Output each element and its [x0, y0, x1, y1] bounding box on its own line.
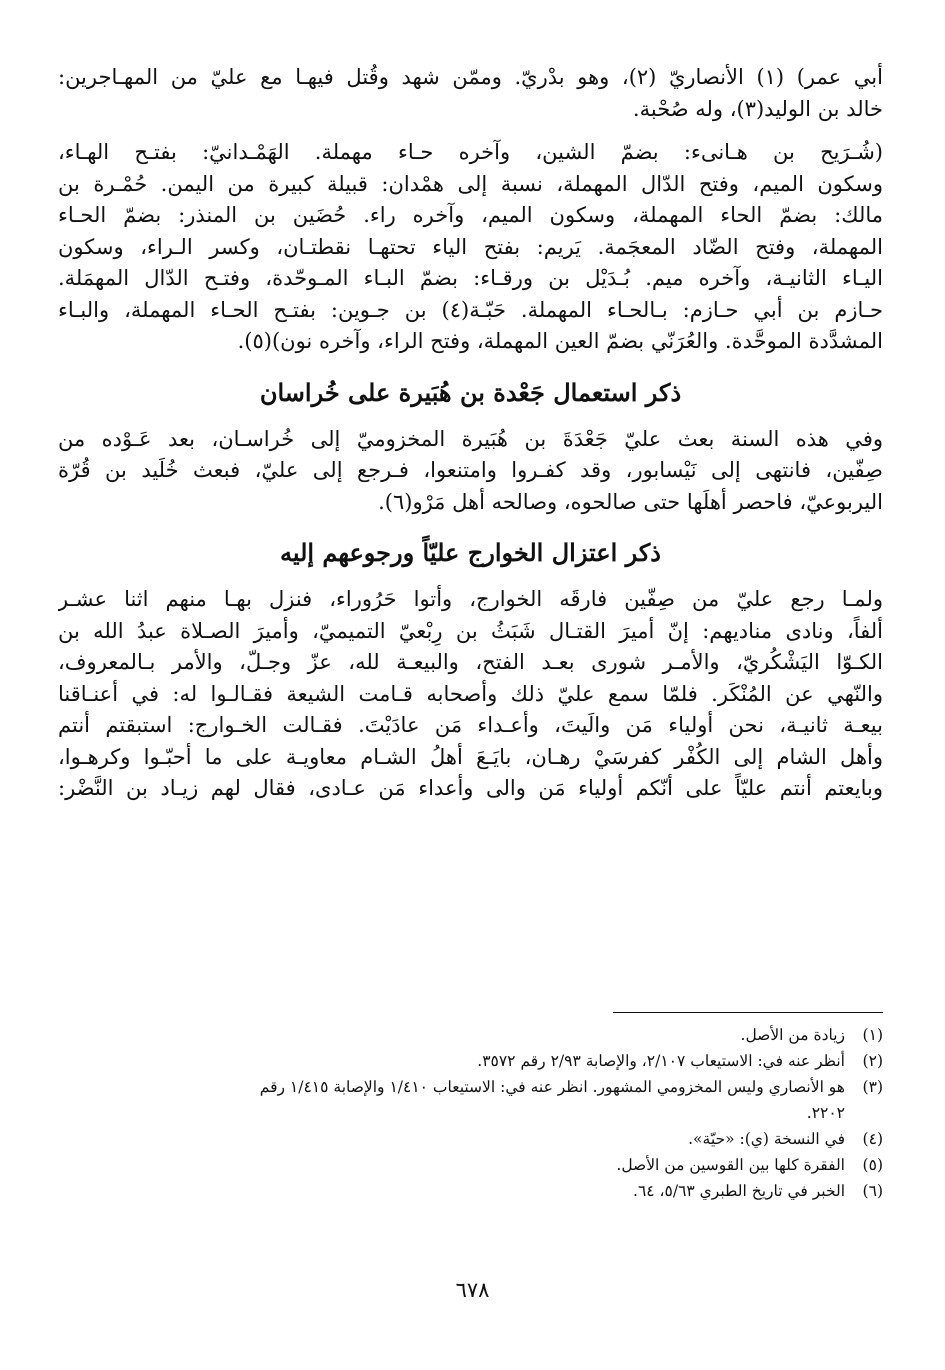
- footnote-text: الفقرة كلها بين القوسين من الأصل.: [616, 1156, 845, 1174]
- text-line: اليربوعيّ، فاحصر أهلَها حتى صالحوه، وصالحه أهل مَرْو(٦).: [378, 489, 883, 514]
- footnote: [58, 1074, 883, 1126]
- text-line: ولمـا رجع عليّ من صِفّين فارقَه الخوارج، وأتوا حَرُوراء، فنزل بهـا منهم اثنا عشـر: [58, 587, 883, 611]
- text-line: وفي هذه السنة بعث عليّ جَعْدَةَ بن هُبَيرة المخزوميّ إلى خُراسـان، بعد عَـوْده من: [58, 426, 883, 451]
- text-line: خالد بن الوليد(٣)، وله صُحْبة.: [632, 96, 883, 121]
- footnote-text: هو الأنصاري وليس المخزومي المشهور. انظر عنه في: الاستيعاب ١/٤١٠ والإصابة ١/٤١٥ رقم: [259, 1078, 845, 1096]
- footnote-number: (٢): [862, 1052, 883, 1070]
- text-line: اليـاء الثانيـة، وآخره ميم. بُـدَيْل بن ورقـاء: بضمّ البـاء المـوحّدة، وفتـح الدّال المهمَلة.: [58, 266, 883, 290]
- text-line: أبي عمر) (١) الأنصاريّ (٢)، وهو بدْريّ. وممّن شهد وقُتل فيهـا مع عليّ من المهـاجرين:: [58, 65, 883, 89]
- text-line: وبايعتم أنتم عليّاً على أنّكم أولياء مَن والى وأعداء مَن عـادى، فقال لهم زيـاد بن النَّضْر:: [58, 776, 883, 800]
- footnote: [58, 1022, 883, 1048]
- text-line: المهملة، وفتح الضّاد المعجَمة. يَريم: بفتح الياء تحتهـا نقطتـان، وكسر الـراء، وسكون: [58, 234, 883, 259]
- text-line: ألفاً، ونادى مناديهم: إنّ أميرَ القتـال شَبَثُ بن رِبْعيّ التميميّ، وأميرَ الصـلاة عبدُ الله بن: [58, 618, 883, 643]
- footnote-text: أنظر عنه في: الاستيعاب ٢/١٠٧، والإصابة ٢/٩٣ رقم ٣٥٧٢.: [477, 1052, 845, 1070]
- text-line: وسكون الميم، وفتح الدّال المهملة، نسبة إلى همْدان: قبيلة كبيرة من اليمن. حُمْـرة بن: [58, 171, 883, 196]
- footnote-text: في النسخة (ي): «حيّة».: [688, 1130, 845, 1148]
- text-line: حـازم بن أبي حـازم: بـالحـاء المهملة. حَبّـة(٤) بن جـوين: بفتـح الحـاء المهملة، والبـاء: [58, 297, 883, 322]
- footnote-number: (٦): [862, 1182, 883, 1200]
- text-line: والنّهي عن المُنْكَر. فلمّا سمع عليّ ذلك وأصحابه قـامت الشيعة فقـالـوا له: في أعنـاقنا: [58, 681, 883, 706]
- text-line: مالك: بضمّ الحاء المهملة، وسكون الميم، وآخره راء. حُضَين بن المنذر: بضمّ الحـاء: [58, 203, 883, 227]
- footnote-text: زيادة من الأصل.: [740, 1026, 845, 1044]
- footnote-text: الخبر في تاريخ الطبري ٥/٦٣، ٦٤.: [633, 1182, 845, 1200]
- footnote: [58, 1178, 883, 1204]
- footnotes: [58, 1022, 883, 1204]
- footnote-divider: [613, 1012, 883, 1013]
- footnote: [58, 1152, 883, 1178]
- footnote-number: (٣): [862, 1078, 883, 1096]
- footnote-number: (٤): [862, 1130, 883, 1148]
- text-line: المشدَّدة الموحَّدة. والعُرَنّي بضمّ العين المهملة، وفتح الراء، وآخره نون)(٥).: [237, 329, 883, 353]
- section-heading: ذكر اعتزال الخوارج عليّاً ورجوعهم إليه: [279, 538, 661, 567]
- main-text: [58, 62, 883, 805]
- page-number: ٦٧٨: [455, 1278, 490, 1302]
- footnote: [58, 1126, 883, 1152]
- text-line: بيعـة ثانيـة، نحن أولياء مَن والَيتَ، وأعـداء مَن عادَيْتَ. فقـالت الخـوارج: استبقتم أنتم: [58, 713, 883, 737]
- text-line: وأهل الشام إلى الكُفْر كفرسَيْ رهـان، بايَـعَ أهلُ الشـام معاويـة على ما أحبّـوا وكرهـوا،: [58, 744, 883, 769]
- text-line: صِفّين، فانتهى إلى نَيْسابور، وقد كفـروا وامتنعوا، فـرجع إلى عليّ، فبعث خُلَيد بن قُرّة: [58, 458, 883, 482]
- footnote-number: (٥): [862, 1156, 883, 1174]
- footnote-number: (١): [862, 1026, 883, 1044]
- footnote-text: ٢٢٠٢.: [806, 1104, 845, 1122]
- section-heading: ذكر استعمال جَعْدة بن هُبَيرة على خُراسان: [259, 377, 682, 407]
- text-line: الكـوّا اليَشْكُريّ، والأمـر شورى بعـد الفتح، والبيعـة لله، عزّ وجـلّ، والأمر بـالمعروف،: [58, 650, 883, 674]
- text-line: (شُـرَيح بن هـانىء: بضمّ الشين، وآخره حـاء مهملة. الهَمْـدانيّ: بفتـح الهـاء،: [58, 140, 883, 164]
- footnote: [58, 1048, 883, 1074]
